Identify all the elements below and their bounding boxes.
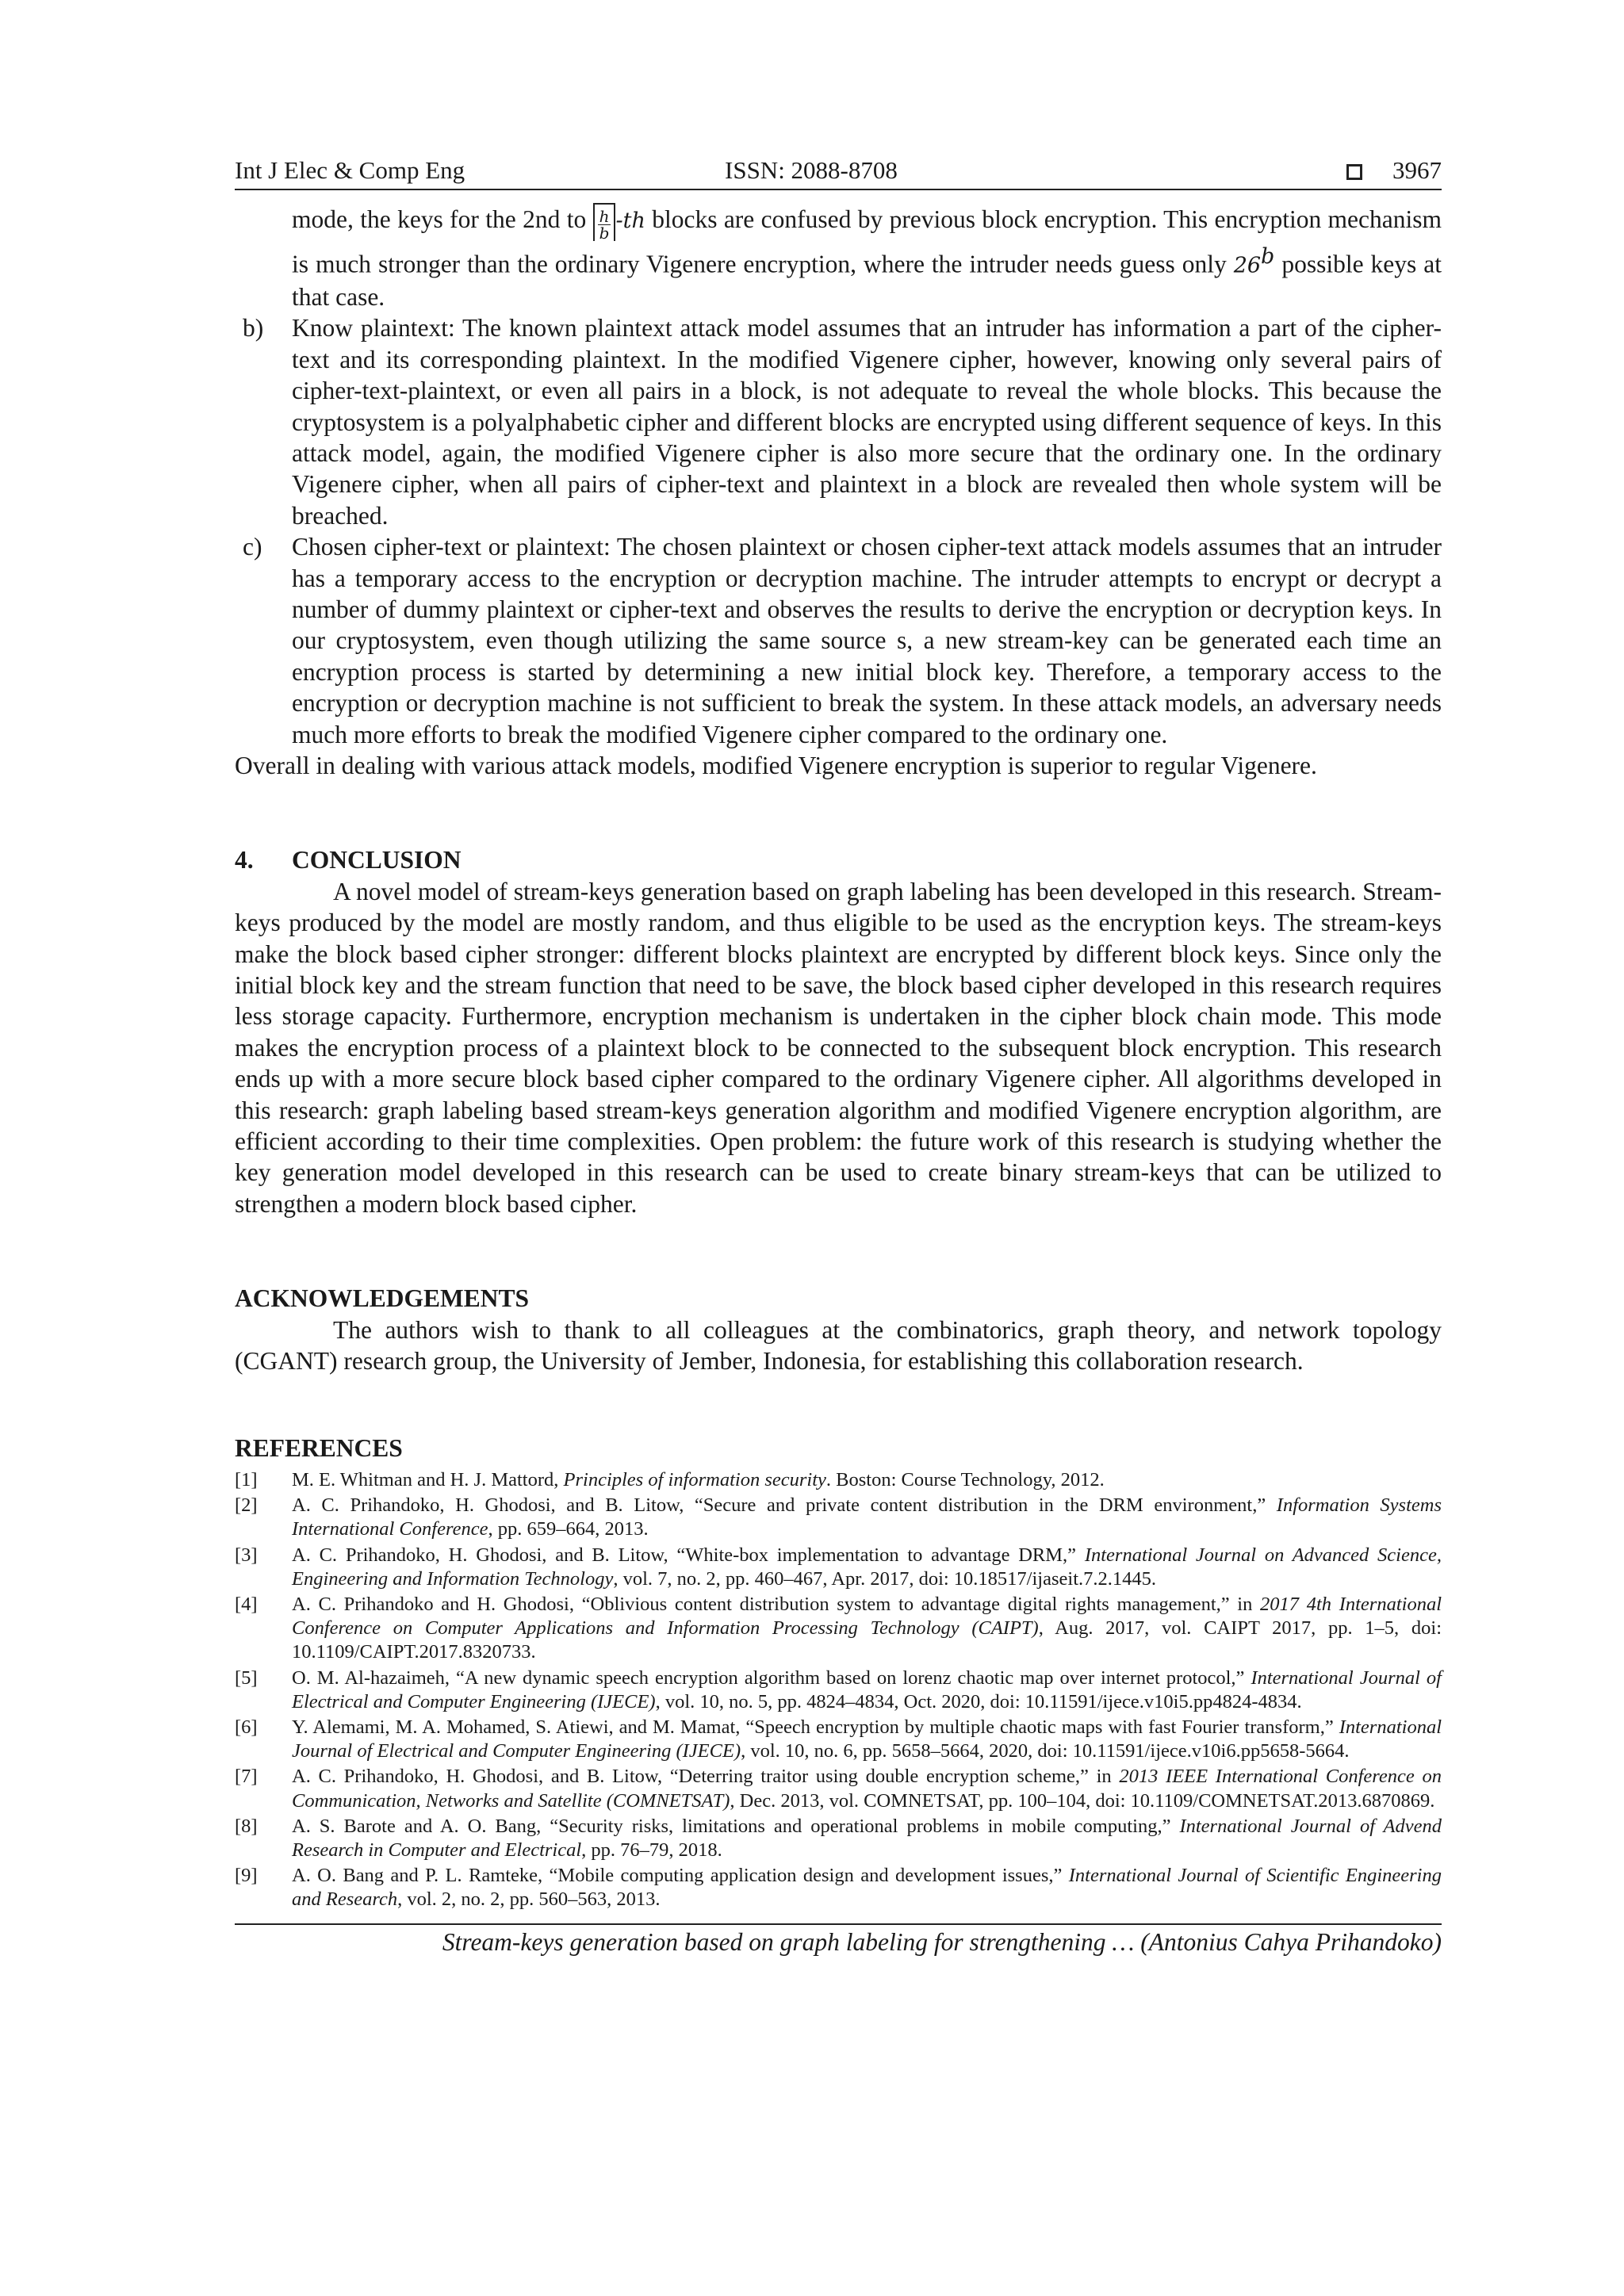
reference-authors-title: A. O. Bang and P. L. Ramteke, “Mobile computing application design and development issues,” bbox=[292, 1865, 1069, 1887]
reference-venue: 2017 4th International Conference on Computer Applications and Information Processing Technology (CAIPT) bbox=[292, 1593, 1442, 1640]
reference-details: , Aug. 2017, vol. CAIPT 2017, pp. 1–5, doi: 10.1109/CAIPT.2017.8320733. bbox=[292, 1617, 1442, 1663]
reference-authors-title: Y. Alemami, M. A. Mohamed, S. Atiewi, and M. Mamat, “Speech encryption by multiple chaotic maps with fast Fourier transform,” bbox=[292, 1716, 1339, 1738]
reference-authors-title: A. C. Prihandoko, H. Ghodosi, and B. Litow, “Secure and private content distribution in the DRM environment,” bbox=[292, 1494, 1277, 1517]
reference-number: [8] bbox=[235, 1815, 258, 1837]
ceiling-expression bbox=[593, 203, 616, 241]
square-outline-icon bbox=[1346, 164, 1362, 180]
reference-details: , pp. 76–79, 2018. bbox=[581, 1839, 722, 1861]
reference-details: , vol. 10, no. 6, pp. 5658–5664, 2020, doi: 10.11591/ijece.v10i6.pp5658-5664. bbox=[741, 1740, 1350, 1762]
section-number: 4. bbox=[235, 846, 254, 874]
reference-item bbox=[235, 1765, 1442, 1812]
reference-item bbox=[235, 1815, 1442, 1862]
reference-item bbox=[235, 1468, 1442, 1492]
reference-venue: International Journal of Scientific Engineering and Research bbox=[292, 1865, 1442, 1911]
reference-venue: International Journal on Advanced Science, Engineering and Information Technology bbox=[292, 1544, 1442, 1590]
reference-number: [3] bbox=[235, 1544, 258, 1566]
page-number: 3967 bbox=[1392, 156, 1442, 184]
section-heading-references: REFERENCES bbox=[235, 1433, 403, 1462]
reference-item bbox=[235, 1544, 1442, 1591]
reference-item bbox=[235, 1593, 1442, 1665]
reference-item bbox=[235, 1864, 1442, 1911]
list-item bbox=[235, 531, 1442, 750]
issn: ISSN: 2088-8708 bbox=[725, 156, 898, 184]
reference-details: , Dec. 2013, vol. COMNETSAT, pp. 100–104, doi: 10.1109/COMNETSAT.2013.6870869. bbox=[730, 1789, 1435, 1812]
page-number-group bbox=[1346, 155, 1442, 186]
summary-paragraph: Overall in dealing with various attack models, modified Vigenere encryption is superior to regular Vigenere. bbox=[235, 752, 1317, 779]
reference-item bbox=[235, 1716, 1442, 1763]
reference-number: [7] bbox=[235, 1766, 258, 1788]
section-title: CONCLUSION bbox=[292, 846, 462, 874]
running-header bbox=[235, 151, 1442, 190]
page bbox=[235, 151, 1442, 1960]
list-item-label: c) bbox=[243, 533, 262, 561]
continued-paragraph bbox=[292, 203, 1442, 312]
reference-number: [4] bbox=[235, 1593, 258, 1615]
reference-details: , vol. 10, no. 5, pp. 4824–4834, Oct. 2020, doi: 10.11591/ijece.v10i5.pp4824-4834. bbox=[655, 1690, 1302, 1712]
journal-name: Int J Elec & Comp Eng bbox=[235, 156, 465, 184]
reference-details: . Boston: Course Technology, 2012. bbox=[825, 1468, 1105, 1490]
reference-authors-title: O. M. Al-hazaimeh, “A new dynamic speech encryption algorithm based on lorenz chaotic map over internet protocol,” bbox=[292, 1667, 1251, 1689]
exponent-base: 26 bbox=[1233, 253, 1262, 278]
fraction-numerator: h bbox=[599, 207, 610, 226]
reference-list bbox=[235, 1468, 1442, 1912]
reference-authors-title: M. E. Whitman and H. J. Mattord, bbox=[292, 1468, 564, 1490]
reference-venue: Principles of information security bbox=[563, 1468, 826, 1490]
section-heading-acknowledgements: ACKNOWLEDGEMENTS bbox=[235, 1284, 530, 1313]
acknowledgements-paragraph: The authors wish to thank to all colleagues at the combinatorics, graph theory, and network topology (CGANT) research group, the University of Jember, Indonesia, for establishing this collaboration research. bbox=[235, 1315, 1442, 1376]
reference-authors-title: A. C. Prihandoko and H. Ghodosi, “Oblivious content distribution system to advantage digital rights management,” in bbox=[292, 1593, 1261, 1615]
list-item bbox=[235, 312, 1442, 531]
reference-authors-title: A. C. Prihandoko, H. Ghodosi, and B. Litow, “Deterring traitor using double encryption scheme,” in bbox=[292, 1766, 1120, 1788]
section-heading-conclusion bbox=[235, 844, 1442, 875]
reference-venue: International Journal of Electrical and Computer Engineering (IJECE) bbox=[292, 1716, 1442, 1762]
reference-venue: Information Systems International Conference bbox=[292, 1494, 1442, 1540]
continuation-text-1: mode, the keys for the 2nd to bbox=[292, 205, 587, 234]
reference-item bbox=[235, 1667, 1442, 1714]
reference-number: [9] bbox=[235, 1865, 258, 1887]
reference-venue: 2013 IEEE International Conference on Communication, Networks and Satellite (COMNETSAT) bbox=[292, 1766, 1442, 1812]
reference-venue: International Journal of Advend Research in Computer and Electrical bbox=[292, 1815, 1442, 1861]
reference-number: [2] bbox=[235, 1494, 258, 1517]
list-item-text: Know plaintext: The known plaintext attack model assumes that an intruder has information a part of the cipher-text and its corresponding plaintext. In the modified Vigenere cipher, however, knowing only several pairs of cipher-text-plaintext, or even all pairs in a block, is not adequate to reveal the whole blocks. This because the cryptosystem is a polyalphabetic cipher and different blocks are encrypted using different sequence of keys. In this attack model, again, the modified Vigenere cipher is also more secure that the ordinary one. In the ordinary Vigenere cipher, when all pairs of cipher-text and plaintext in a block are revealed then whole system will be breached. bbox=[292, 314, 1442, 530]
reference-number: [1] bbox=[235, 1468, 258, 1490]
reference-details: , vol. 7, no. 2, pp. 460–467, Apr. 2017, doi: 10.18517/ijaseit.7.2.1445. bbox=[613, 1567, 1156, 1590]
th-suffix: -th bbox=[615, 209, 645, 234]
reference-authors-title: A. C. Prihandoko, H. Ghodosi, and B. Litow, “White-box implementation to advantage DRM,” bbox=[292, 1544, 1085, 1566]
fraction bbox=[598, 209, 611, 241]
reference-number: [5] bbox=[235, 1667, 258, 1689]
reference-details: , pp. 659–664, 2013. bbox=[488, 1518, 649, 1540]
conclusion-paragraph: A novel model of stream-keys generation based on graph labeling has been developed in this research. Stream-keys produced by the model are mostly random, and thus eligible to be used as the encryption keys. The stream-keys make the block based cipher stronger: different blocks plaintext are encrypted by different block keys. Since only the initial block key and the stream function that need to be save, the block based cipher developed in this research requires less storage capacity. Furthermore, encryption mechanism is undertaken in the cipher block chain mode. This mode makes the encryption process of a plaintext block to be connected to the subsequent block encryption. This research ends up with a more secure block based cipher compared to the ordinary Vigenere cipher. All algorithms developed in this research: graph labeling based stream-keys generation algorithm and modified Vigenere encryption algorithm, are efficient according to their time complexities. Open problem: the future work of this research is studying whether the key generation model developed in this research can be used to create binary stream-keys that can be utilized to strengthen a modern block based cipher. bbox=[235, 877, 1442, 1218]
list-item-text: Chosen cipher-text or plaintext: The chosen plaintext or chosen cipher-text attack models assumes that an intruder has a temporary access to the encryption or decryption machine. The intruder attempts to encrypt or decrypt a number of dummy plaintext or cipher-text and observes the results to derive the encryption or decryption keys. In our cryptosystem, even though utilizing the same source s, a new stream-key can be generated each time an encryption process is started by determining a new initial block key. Therefore, a temporary access to the encryption or decryption machine is not sufficient to break the system. In these attack models, an adversary needs much more efforts to break the modified Vigenere cipher compared to the ordinary one. bbox=[292, 533, 1442, 748]
reference-authors-title: A. S. Barote and A. O. Bang, “Security risks, limitations and operational problems in mobile computing,” bbox=[292, 1815, 1180, 1837]
continuation-text-3: possible keys at that case. bbox=[292, 250, 1442, 311]
list-item-label: b) bbox=[243, 314, 264, 342]
fraction-denominator: b bbox=[599, 224, 610, 243]
reference-item bbox=[235, 1494, 1442, 1541]
reference-details: , vol. 2, no. 2, pp. 560–563, 2013. bbox=[397, 1888, 661, 1911]
exponent-superscript: b bbox=[1261, 244, 1275, 269]
reference-venue: International Journal of Electrical and Computer Engineering (IJECE) bbox=[292, 1667, 1442, 1712]
running-footer: Stream-keys generation based on graph labeling for strengthening … (Antonius Cahya Prihandoko) bbox=[442, 1927, 1442, 1956]
continuation-text-2: blocks are confused by previous block encryption. This encryption mechanism is much stronger than the ordinary Vigenere encryption, where the intruder needs guess only bbox=[292, 205, 1442, 278]
reference-number: [6] bbox=[235, 1716, 258, 1738]
